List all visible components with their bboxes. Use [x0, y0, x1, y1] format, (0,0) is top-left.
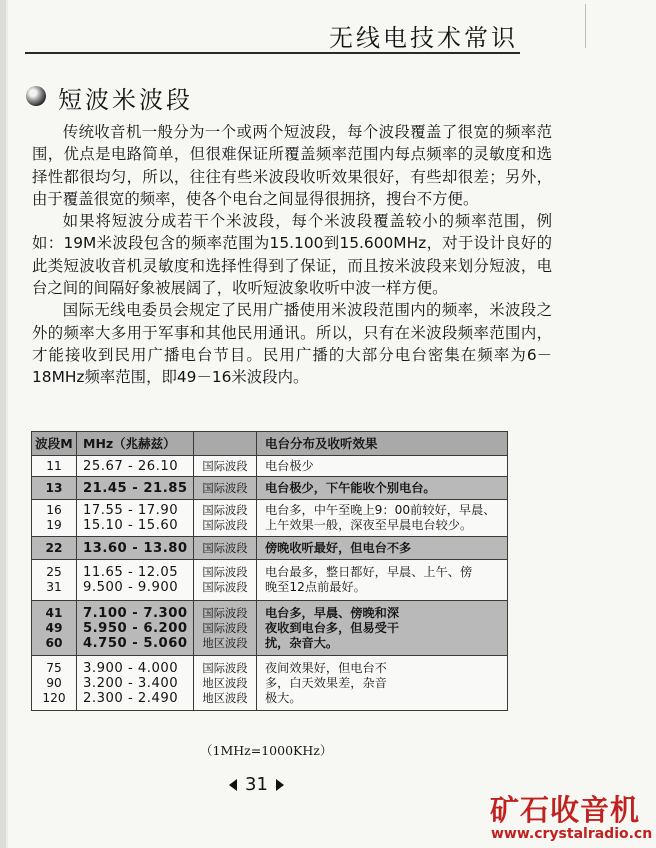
cell-frequency-line: 15.10 - 15.60	[83, 518, 179, 533]
cell-band-line: 22	[45, 540, 63, 555]
cell-band-line: 90	[46, 675, 62, 690]
cell-band	[32, 560, 77, 601]
cell-frequency-line: 9.500 - 9.900	[83, 580, 179, 595]
cell-description-line: 电台多，早晨、傍晚和深	[265, 605, 400, 620]
cell-description	[257, 477, 508, 500]
header-frequency: MHz（兆赫兹）	[77, 432, 194, 456]
body-text	[32, 121, 552, 389]
cell-band	[32, 477, 77, 500]
cell-type-line: 国际波段	[202, 581, 248, 594]
cell-type	[194, 601, 257, 656]
cell-type-line: 国际波段	[202, 661, 248, 675]
table-row	[32, 560, 508, 601]
cell-band	[32, 456, 77, 477]
cell-type	[194, 537, 257, 560]
section-bullet-icon	[26, 86, 46, 106]
cell-band-line: 11	[46, 458, 62, 473]
cell-type-line: 国际波段	[202, 541, 248, 555]
table-row	[32, 537, 508, 560]
cell-description-line: 夜间效果好，但电台不	[265, 660, 387, 675]
cell-description-line: 多，白天效果差，杂音	[265, 675, 387, 690]
cell-band-line: 75	[46, 660, 62, 675]
cell-band	[32, 537, 77, 560]
cell-description	[257, 601, 508, 656]
cell-type-line: 国际波段	[202, 459, 248, 473]
cell-description-line: 电台最多，整日都好，早晨、上午、傍	[265, 565, 473, 579]
next-arrow-icon	[276, 779, 284, 791]
cell-frequency-line: 25.67 - 26.10	[83, 458, 179, 474]
cell-type	[194, 560, 257, 601]
cell-band-line: 41	[45, 605, 63, 620]
cell-description	[257, 537, 508, 560]
table-row	[32, 477, 508, 500]
paragraph: 传统收音机一般分为一个或两个短波段，每个波段覆盖了很宽的频率范围，优点是电路简单，但很难保证所覆盖频率范围内每点频率的灵敏度和选择性都很均匀，所以，往往有些米波段收听效果很好，有些却很差；另外，由于覆盖很宽的频率，使各个电台之间显得很拥挤，搜台不方便。	[32, 123, 552, 208]
cell-description-line: 电台极少	[265, 458, 314, 473]
cell-type-line: 国际波段	[202, 504, 248, 517]
cell-frequency-line: 11.65 - 12.05	[83, 565, 179, 580]
cell-frequency-line: 7.100 - 7.300	[83, 605, 188, 621]
cell-band-line: 13	[45, 480, 63, 495]
cell-type-line: 国际波段	[202, 566, 248, 579]
header-description: 电台分布及收听效果	[257, 432, 508, 456]
cell-type	[194, 656, 257, 711]
table-row	[32, 656, 508, 711]
table-row	[32, 601, 508, 656]
cell-frequency-line: 17.55 - 17.90	[83, 503, 179, 518]
cell-description-line: 极大。	[265, 690, 302, 705]
header-type	[194, 432, 257, 456]
unit-note: （1MHz=1000KHz）	[200, 743, 333, 758]
cell-type-line: 国际波段	[202, 606, 248, 620]
section-title: 短波米波段	[58, 86, 193, 114]
cell-description-line: 上午效果一般，深夜至早晨电台较少。	[265, 518, 473, 532]
cell-band-line: 60	[45, 635, 63, 650]
band-table	[31, 431, 508, 711]
cell-frequency	[77, 456, 194, 477]
cell-description	[257, 500, 508, 537]
cell-frequency-line: 2.300 - 2.490	[83, 690, 179, 706]
cell-type-line: 国际波段	[202, 481, 248, 495]
paragraph: 如果将短波分成若干个米波段，每个米波段覆盖较小的频率范围，例如：19M米波段包含的频率范围为15.100到15.600MHz，对于设计良好的此类短波收音机灵敏度和选择性得到了保证，而且按米波段来划分短波，电台之间的间隔好象被展阔了，收听短波象收听中波一样方便。	[32, 212, 552, 298]
prev-arrow-icon	[229, 779, 237, 791]
watermark-url: www.crystalradio.cn	[491, 826, 653, 842]
header-rule	[25, 52, 520, 54]
cell-type-line: 国际波段	[202, 519, 248, 532]
cell-type-line: 地区波段	[202, 691, 248, 705]
cell-frequency-line: 21.45 - 21.85	[83, 480, 188, 496]
cell-frequency	[77, 601, 194, 656]
table-header-row	[32, 432, 508, 456]
cell-description-line: 电台极少，下午能收个别电台。	[265, 480, 436, 495]
cell-description	[257, 560, 508, 601]
cell-frequency	[77, 656, 194, 711]
cell-band-line: 16	[46, 503, 62, 517]
cell-frequency-line: 4.750 - 5.060	[83, 635, 188, 651]
cell-frequency	[77, 537, 194, 560]
cell-description	[257, 656, 508, 711]
cell-type-line: 地区波段	[202, 676, 248, 690]
cell-band-line: 31	[46, 580, 62, 594]
cell-description-line: 电台多，中午至晚上9：00前较好，早晨、	[265, 503, 496, 517]
cell-frequency-line: 3.900 - 4.000	[83, 660, 179, 676]
header-band: 波段M	[32, 432, 77, 456]
cell-band	[32, 656, 77, 711]
cell-band-line: 19	[46, 518, 62, 532]
page-number	[229, 774, 284, 795]
cell-description-line: 扰，杂音大。	[265, 635, 339, 650]
cell-band	[32, 500, 77, 537]
cell-frequency-line: 13.60 - 13.80	[83, 540, 188, 556]
table-row	[32, 500, 508, 537]
page-spine-edge	[6, 0, 8, 848]
cell-band-line: 120	[42, 690, 66, 705]
paragraph: 国际无线电委员会规定了民用广播使用米波段范围内的频率，米波段之外的频率大多用于军事和其他民用通讯。所以，只有在米波段频率范围内，才能接收到民用广播电台节目。民用广播的大部分电台密集在频率为6－18MHz频率范围，即49－16米波段内。	[32, 301, 552, 387]
cell-type-line: 地区波段	[202, 636, 248, 650]
watermark-logo: 矿石收音机	[490, 793, 641, 827]
cell-frequency-line: 5.950 - 6.200	[83, 620, 188, 636]
cell-type	[194, 500, 257, 537]
cell-band-line: 25	[46, 565, 62, 579]
cell-band-line: 49	[45, 620, 63, 635]
table-row	[32, 456, 508, 477]
cell-description-line: 傍晚收听最好，但电台不多	[265, 540, 412, 555]
cell-frequency	[77, 560, 194, 601]
page-number-text: 31	[245, 774, 268, 795]
cell-type	[194, 456, 257, 477]
running-header-title: 无线电技术常识	[329, 24, 518, 52]
cell-description-line: 夜收到电台多，但易受干	[265, 620, 400, 635]
cell-description-line: 晚至12点前最好。	[265, 580, 366, 594]
cell-frequency-line: 3.200 - 3.400	[83, 675, 179, 691]
cell-band	[32, 601, 77, 656]
scan-edge-line	[585, 4, 586, 48]
cell-type-line: 国际波段	[202, 621, 248, 635]
cell-frequency	[77, 477, 194, 500]
cell-type	[194, 477, 257, 500]
cell-frequency	[77, 500, 194, 537]
cell-description	[257, 456, 508, 477]
